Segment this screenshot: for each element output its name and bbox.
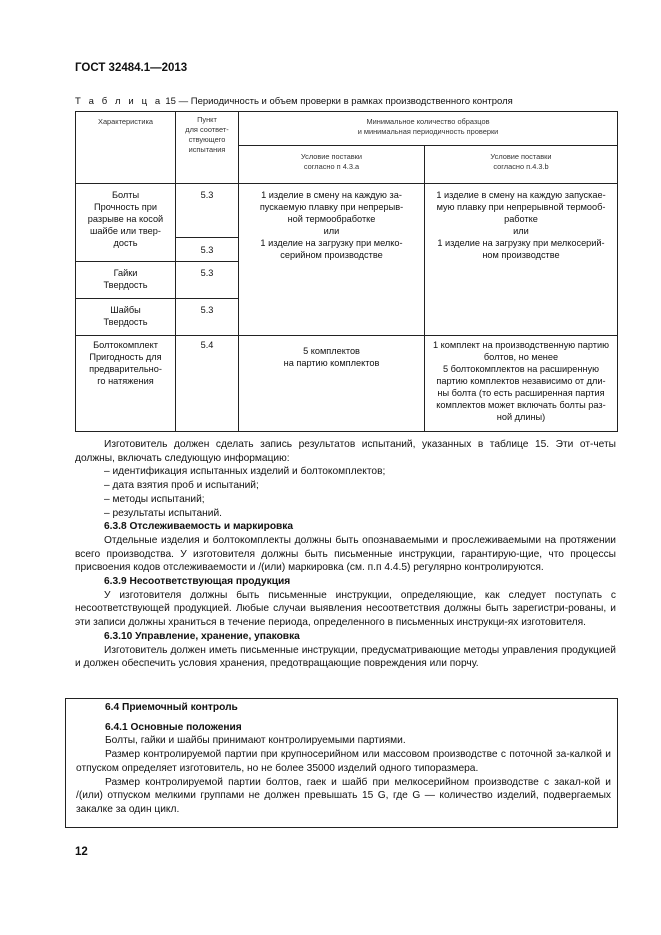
table-caption-text: 15 — Периодичность и объем проверки в рамках производственного контроля — [162, 96, 513, 107]
list-item: – методы испытаний; — [104, 493, 205, 505]
paragraph-test-records: Изготовитель должен сделать запись результатов испытаний, указанных в таблице 15. Эти от-четы должны, включать следующую информацию: — [75, 439, 616, 464]
document-header: ГОСТ 32484.1—2013 — [75, 62, 188, 74]
group-condition-a-value: 1 изделие в смену на каждую за- пускаемую плавку при непрерыв- ной термообработке или 1 изделие на загрузку при мелко- серийном производстве — [239, 184, 425, 336]
heading-6-3-9: 6.3.9 Несоответствующая продукция — [104, 576, 291, 588]
page-number: 12 — [75, 846, 88, 858]
paragraph-6-4-1-b: Размер контролируемой партии при крупносерийном или массовом производстве с поточной за-калкой и отпуском определяет изготовитель, но не более 35000 изделий одного типоразмера. — [76, 749, 611, 774]
row-bolts-clause-2: 5.3 — [176, 238, 239, 262]
row-kit-characteristic: Болтокомплект Пригодность для предварительно- го натяжения — [76, 336, 176, 432]
heading-6-4-1: 6.4.1 Основные положения — [105, 721, 242, 733]
table-15 — [75, 111, 618, 432]
table-caption — [75, 96, 513, 107]
row-bolts-characteristic: Болты Прочность при разрыве на косой шайбе или твер- дость — [76, 184, 176, 262]
list-item: – дата взятия проб и испытаний; — [104, 480, 259, 492]
row-kit-condition-a: 5 комплектов на партию комплектов — [239, 336, 425, 432]
header-min-quantity: Минимальное количество образцов и минимальная периодичность проверки — [239, 112, 618, 146]
paragraph-6-4-1-c: Размер контролируемой партии болтов, гаек и шайб при мелкосерийном производстве с закал-кой и /(или) отпуском мелкими группами не должен превышать 15 G, где G — количество изделий, подвергаемых закалке за один цикл. — [76, 776, 611, 815]
paragraph-6-3-9: У изготовителя должны быть письменные инструкции, определяющие, как следует поступать с несоответствующей продукцией. Любые случаи выявления несоответствия должны быть зарегистри-рованы, и эти записи должны храниться в течение периода, определенного в письменных инструкци-ях изготовителя. — [75, 589, 616, 629]
header-condition-a: Условие поставки согласно п 4.3.а — [239, 146, 425, 184]
header-condition-b: Условие поставки согласно п.4.3.b — [425, 146, 618, 184]
paragraph-6-3-8: Отдельные изделия и болтокомплекты должны быть опознаваемыми и прослеживаемыми на протяжении всего производства. У изготовителя должны быть письменные инструкции, гарантирую-щие, что процессы присвоения кодов отслеживаемости и /(или) маркировка (см. п.п 4.4.5) регулярно контролируются. — [75, 534, 616, 574]
row-bolts-clause-1: 5.3 — [176, 184, 239, 238]
row-kit-condition-b: 1 комплект на производственную партию болтов, но менее 5 болтокомплектов на расширенную партию комплектов независимо от дли- ны болта (то есть расширенная партия комплектов может включать болты раз- ной длины) — [425, 336, 618, 432]
row-nuts-characteristic: Гайки Твердость — [76, 262, 176, 299]
body-section-6-3 — [75, 438, 616, 671]
row-kit-clause: 5.4 — [176, 336, 239, 432]
acceptance-control-box — [65, 698, 618, 828]
list-item: – идентификация испытанных изделий и болтокомплектов; — [104, 466, 386, 478]
group-condition-b-value: 1 изделие в смену на каждую запускае- мую плавку при непрерывной термооб- работке или 1 изделие на загрузку при мелкосерий- ном производстве — [425, 184, 618, 336]
heading-6-4: 6.4 Приемочный контроль — [105, 702, 238, 713]
paragraph-6-3-10: Изготовитель должен иметь письменные инструкции, предусматривающие методы управления продукцией и должен обеспечить условия хранения, предотвращающие повреждения или порчу. — [75, 644, 616, 670]
heading-6-3-10: 6.3.10 Управление, хранение, упаковка — [104, 630, 300, 642]
header-characteristic: Характеристика — [76, 112, 176, 184]
row-nuts-clause: 5.3 — [176, 262, 239, 299]
row-washers-clause: 5.3 — [176, 299, 239, 336]
list-item: – результаты испытаний. — [104, 507, 222, 519]
paragraph-6-4-1-a: Болты, гайки и шайбы принимают контролируемыми партиями. — [105, 735, 406, 747]
row-washers-characteristic: Шайбы Твердость — [76, 299, 176, 336]
heading-6-3-8: 6.3.8 Отслеживаемость и маркировка — [104, 521, 294, 533]
header-clause: Пункт для соответ- ствующего испытания — [176, 112, 239, 184]
table-caption-prefix: Т а б л и ц а — [75, 96, 163, 107]
